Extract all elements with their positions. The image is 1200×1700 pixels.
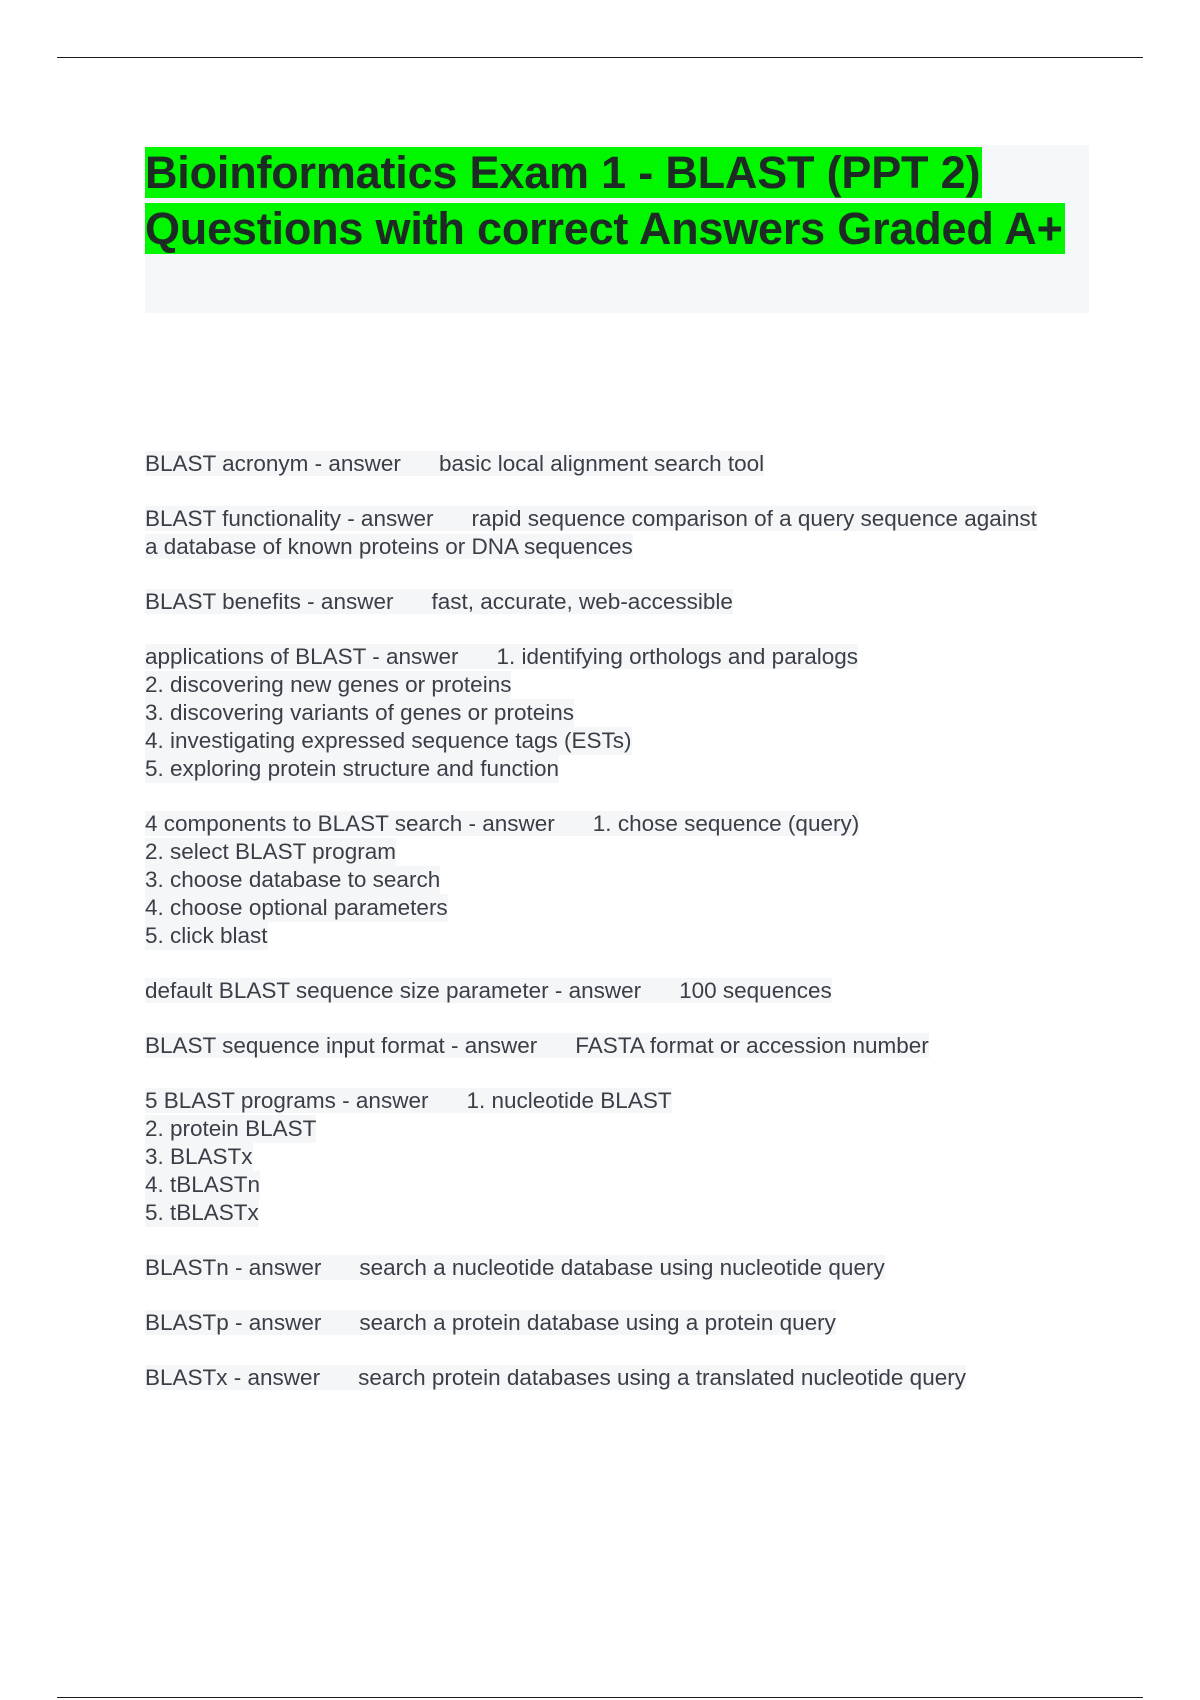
qa-answer-line: 2. discovering new genes or proteins bbox=[145, 672, 512, 697]
qa-question: BLAST acronym - answer bbox=[145, 451, 439, 476]
qa-question: BLAST benefits - answer bbox=[145, 589, 431, 614]
qa-item bbox=[145, 1087, 1045, 1227]
qa-question: 5 BLAST programs - answer bbox=[145, 1088, 466, 1113]
qa-item bbox=[145, 1032, 1045, 1060]
qa-answer: search a protein database using a protein query bbox=[359, 1310, 836, 1335]
qa-item bbox=[145, 450, 1045, 478]
qa-answer-line: 5. tBLASTx bbox=[145, 1200, 259, 1225]
qa-answer-line: 2. protein BLAST bbox=[145, 1116, 317, 1141]
qa-item bbox=[145, 810, 1045, 950]
title-block bbox=[145, 145, 1089, 313]
qa-answer: basic local alignment search tool bbox=[438, 451, 765, 476]
qa-question: BLASTx - answer bbox=[145, 1365, 358, 1390]
qa-item bbox=[145, 643, 1045, 783]
qa-question: BLAST functionality - answer bbox=[145, 506, 471, 531]
qa-answer: search protein databases using a translated nucleotide query bbox=[358, 1365, 966, 1390]
qa-question: BLAST sequence input format - answer bbox=[145, 1033, 575, 1058]
qa-question: default BLAST sequence size parameter - answer bbox=[145, 978, 679, 1003]
qa-answer-line: 5. click blast bbox=[145, 923, 268, 948]
qa-answer: 1. nucleotide BLAST bbox=[466, 1088, 672, 1113]
qa-answer-line: 4. choose optional parameters bbox=[145, 895, 448, 920]
qa-item bbox=[145, 588, 1045, 616]
qa-answer-line: 3. choose database to search bbox=[145, 867, 441, 892]
qa-item bbox=[145, 1364, 1045, 1392]
qa-answer: 100 sequences bbox=[679, 978, 832, 1003]
bottom-rule bbox=[57, 1697, 1143, 1698]
qa-item bbox=[145, 977, 1045, 1005]
qa-answer: rapid sequence comparison of a query sequence against a database of known proteins or DNA sequences bbox=[145, 506, 1037, 559]
qa-list bbox=[145, 450, 1045, 1419]
qa-question: BLASTp - answer bbox=[145, 1310, 359, 1335]
qa-answer-line: 3. BLASTx bbox=[145, 1144, 253, 1169]
qa-answer-line: 4. tBLASTn bbox=[145, 1172, 261, 1197]
qa-item bbox=[145, 505, 1045, 561]
qa-answer-line: 3. discovering variants of genes or proteins bbox=[145, 700, 574, 725]
title-highlight: Bioinformatics Exam 1 - BLAST (PPT 2) Questions with correct Answers Graded A+ bbox=[145, 147, 1063, 254]
qa-answer-line: 5. exploring protein structure and function bbox=[145, 756, 559, 781]
document-title bbox=[145, 145, 1089, 257]
qa-answer-line: 2. select BLAST program bbox=[145, 839, 396, 864]
qa-answer: fast, accurate, web-accessible bbox=[431, 589, 733, 614]
top-rule bbox=[57, 57, 1143, 58]
qa-answer: 1. identifying orthologs and paralogs bbox=[496, 644, 858, 669]
qa-question: BLASTn - answer bbox=[145, 1255, 359, 1280]
qa-item bbox=[145, 1309, 1045, 1337]
qa-question: applications of BLAST - answer bbox=[145, 644, 497, 669]
qa-answer: FASTA format or accession number bbox=[575, 1033, 929, 1058]
qa-answer: search a nucleotide database using nucleotide query bbox=[359, 1255, 885, 1280]
qa-item bbox=[145, 1254, 1045, 1282]
qa-answer-line: 4. investigating expressed sequence tags (ESTs) bbox=[145, 728, 632, 753]
qa-question: 4 components to BLAST search - answer bbox=[145, 811, 593, 836]
qa-answer: 1. chose sequence (query) bbox=[592, 811, 860, 836]
